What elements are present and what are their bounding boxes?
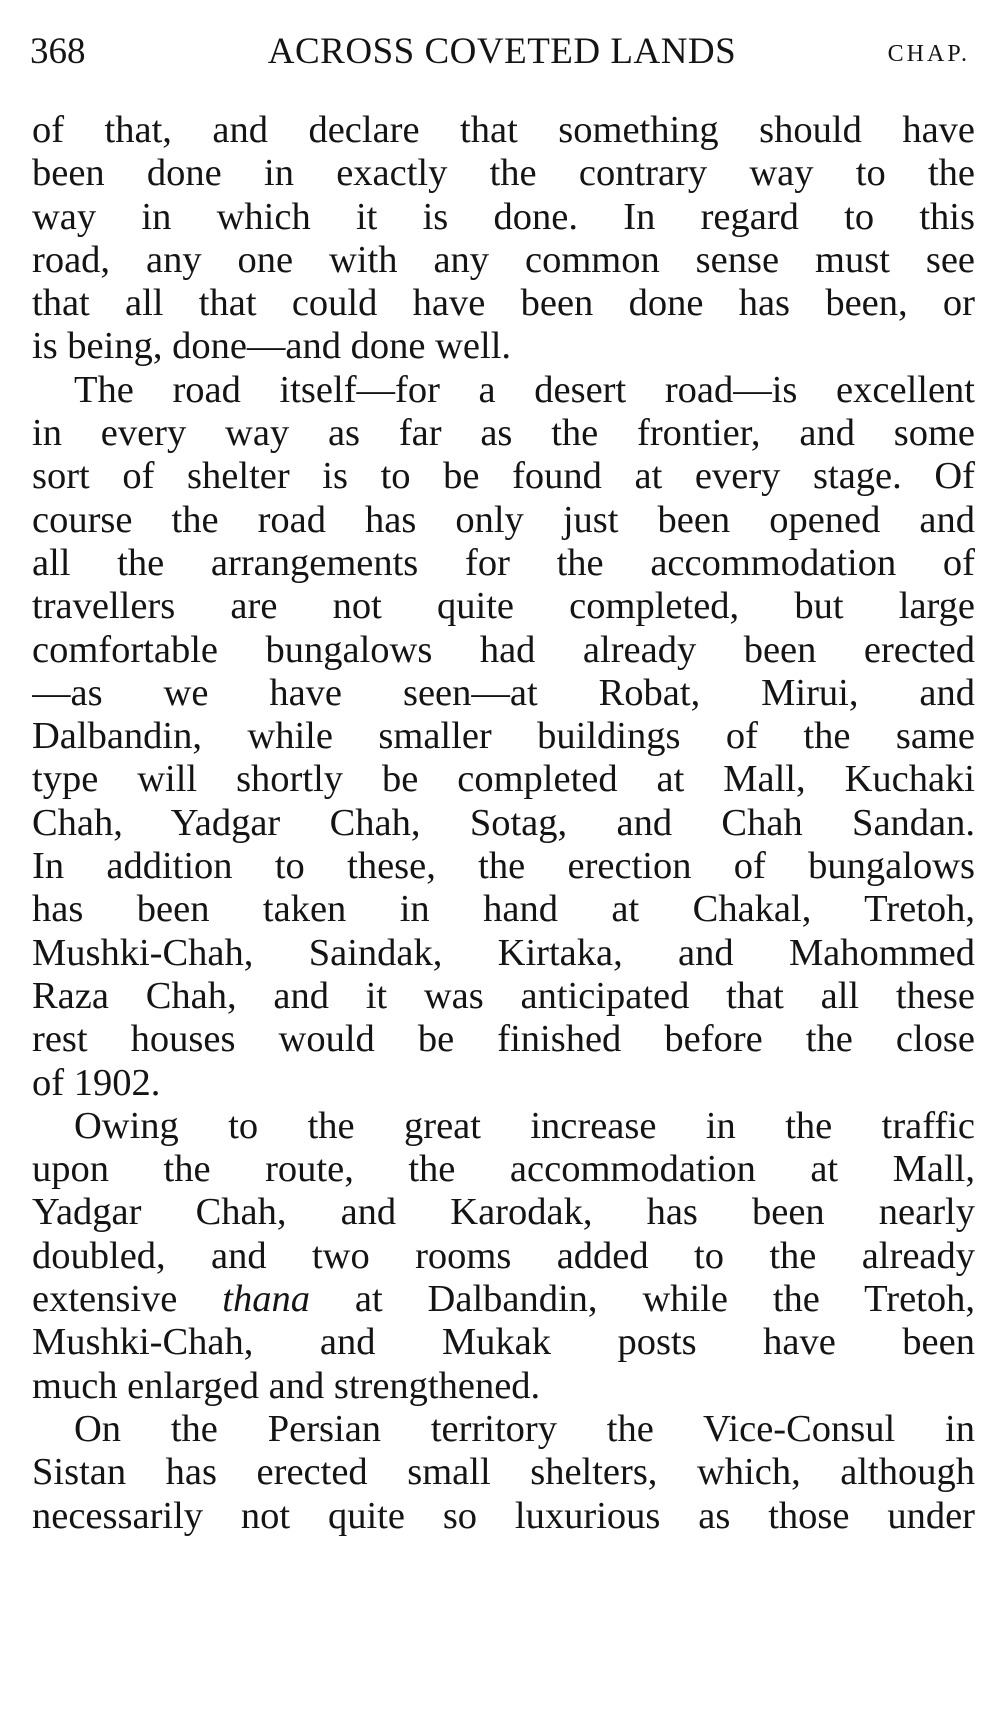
text-line: On the Persian territory the Vice-Consul in <box>74 1407 975 1450</box>
text-line: in every way as far as the frontier, and some <box>32 412 975 455</box>
text-line: type will shortly be completed at Mall, Kuchaki <box>32 758 975 801</box>
text-line: course the road has only just been opened and <box>32 498 975 541</box>
text-line: Sistan has erected small shelters, which, although <box>32 1451 975 1494</box>
text-line: Yadgar Chah, and Karodak, has been nearly <box>32 1191 975 1234</box>
text-line: The road itself—for a desert road—is excellent <box>74 368 975 411</box>
text-line: rest houses would be finished before the close <box>32 1018 975 1061</box>
text-line <box>32 1278 975 1321</box>
text-line: —as we have seen—at Robat, Mirui, and <box>32 671 975 714</box>
text-line: of 1902. <box>32 1061 161 1104</box>
italic-word: thana <box>222 1278 310 1321</box>
text-segment: extensive <box>32 1278 223 1321</box>
text-line: Mushki-Chah, Saindak, Kirtaka, and Mahommed <box>32 931 975 974</box>
text-line: travellers are not quite completed, but large <box>32 585 975 628</box>
text-line: Owing to the great increase in the traffic <box>74 1104 975 1147</box>
text-line: upon the route, the accommodation at Mall, <box>32 1148 975 1191</box>
text-line: been done in exactly the contrary way to the <box>32 152 975 195</box>
page-number: 368 <box>30 31 86 72</box>
running-head <box>30 24 970 80</box>
text-line: all the arrangements for the accommodation of <box>32 541 975 584</box>
chapter-label: CHAP. <box>887 41 970 67</box>
body-text <box>32 109 975 1538</box>
text-segment: at Dalbandin, while the Tretoh, <box>309 1278 975 1321</box>
text-line: way in which it is done. In regard to this <box>32 195 975 238</box>
text-line: road, any one with any common sense must see <box>32 238 975 281</box>
text-line: Raza Chah, and it was anticipated that all these <box>32 974 975 1017</box>
text-line: necessarily not quite so luxurious as those under <box>32 1494 975 1537</box>
text-line: has been taken in hand at Chakal, Tretoh, <box>32 888 975 931</box>
text-line: of that, and declare that something should have <box>32 109 975 151</box>
text-line: much enlarged and strengthened. <box>32 1364 541 1407</box>
running-title: ACROSS COVETED LANDS <box>267 31 737 72</box>
text-line: doubled, and two rooms added to the already <box>32 1234 975 1277</box>
text-line: Mushki-Chah, and Mukak posts have been <box>32 1321 975 1364</box>
text-line: In addition to these, the erection of bungalows <box>32 845 975 888</box>
text-line: Dalbandin, while smaller buildings of the same <box>32 715 975 758</box>
text-line: sort of shelter is to be found at every stage. Of <box>32 455 975 498</box>
text-line: that all that could have been done has been, or <box>32 282 975 325</box>
text-line: is being, done—and done well. <box>32 325 512 368</box>
text-line: comfortable bungalows had already been erected <box>32 628 975 671</box>
text-line: Chah, Yadgar Chah, Sotag, and Chah Sandan. <box>32 801 975 844</box>
